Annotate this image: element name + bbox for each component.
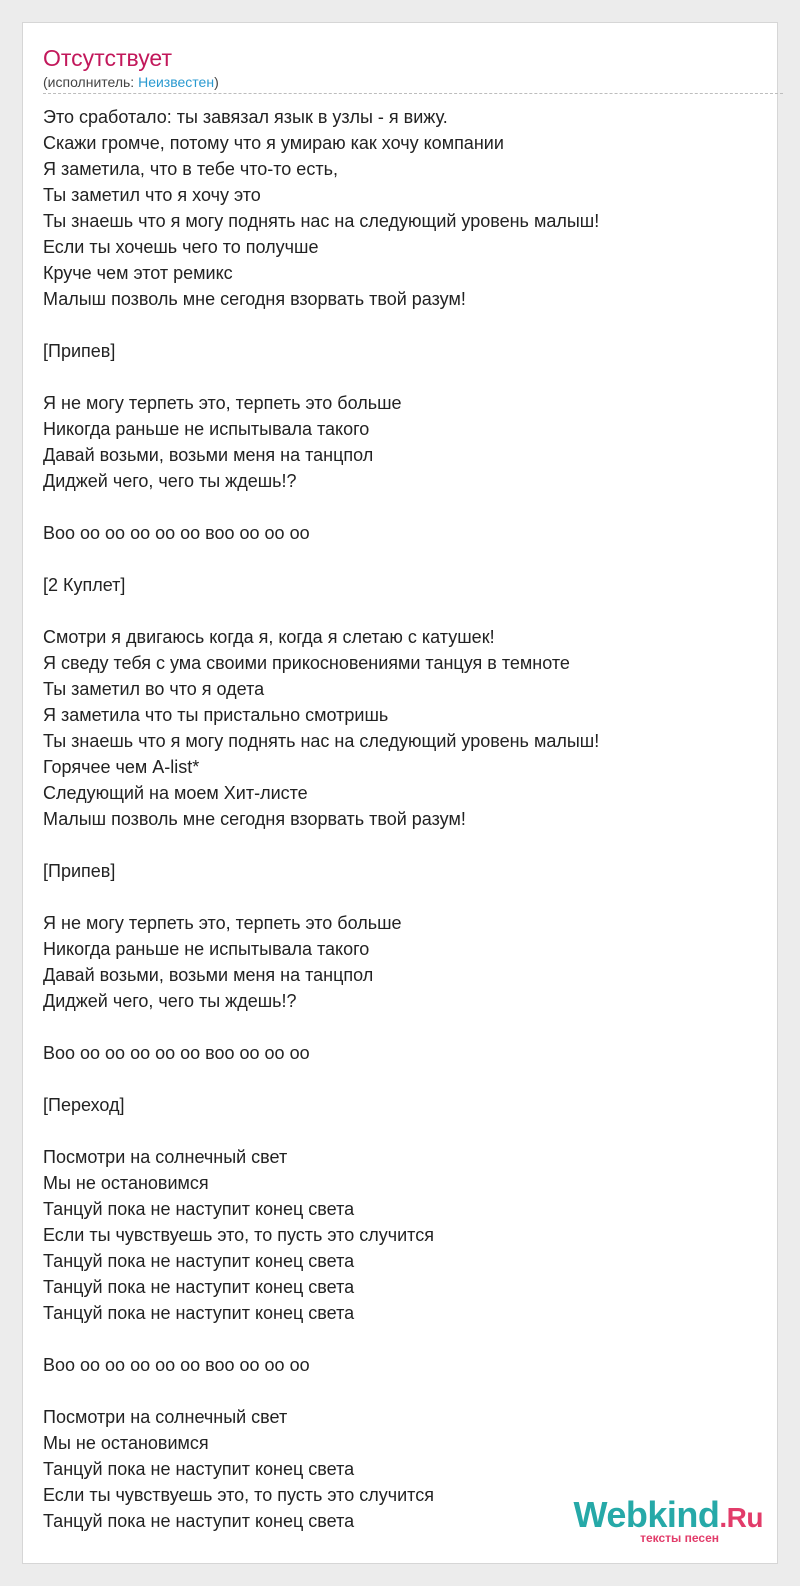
dashed-divider — [43, 93, 783, 94]
lyric-line — [43, 364, 743, 390]
lyric-line: [Переход] — [43, 1095, 125, 1115]
lyric-line — [43, 312, 743, 338]
artist-line — [43, 73, 219, 91]
lyric-line — [43, 494, 743, 520]
lyric-line: Если ты хочешь чего то получше — [43, 237, 319, 257]
lyric-line: Если ты чувствуешь это, то пусть это случится — [43, 1225, 434, 1245]
logo-name: Webkind — [573, 1494, 720, 1535]
artist-link[interactable]: Неизвестен — [138, 74, 215, 90]
lyric-line: Я не могу терпеть это, терпеть это больше — [43, 913, 402, 933]
lyric-line: Посмотри на солнечный свет — [43, 1407, 288, 1427]
lyric-line: Воо оо оо оо оо оо воо оо оо оо — [43, 1355, 310, 1375]
lyric-line: Танцуй пока не наступит конец света — [43, 1511, 355, 1531]
webkind-logo[interactable] — [573, 1495, 763, 1549]
lyric-line: Это сработало: ты завязал язык в узлы - я вижу. — [43, 107, 448, 127]
lyric-line: Давай возьми, возьми меня на танцпол — [43, 445, 374, 465]
song-title: Отсутствует — [43, 45, 172, 71]
lyrics-text — [43, 104, 743, 1534]
artist-suffix: ) — [214, 74, 219, 90]
lyric-line: Танцуй пока не наступит конец света — [43, 1199, 355, 1219]
lyric-line: Посмотри на солнечный свет — [43, 1147, 288, 1167]
lyric-line: Ты заметил что я хочу это — [43, 185, 261, 205]
lyric-line: Я заметила, что в тебе что-то есть, — [43, 159, 338, 179]
lyric-line: Я не могу терпеть это, терпеть это больше — [43, 393, 402, 413]
lyric-line — [43, 1378, 743, 1404]
lyric-line: Ты знаешь что я могу поднять нас на следующий уровень малыш! — [43, 211, 600, 231]
lyric-line: Я сведу тебя с ума своими прикосновениями танцуя в темноте — [43, 653, 570, 673]
lyric-line: Воо оо оо оо оо оо воо оо оо оо — [43, 1043, 310, 1063]
lyric-line: Мы не остановимся — [43, 1173, 209, 1193]
lyric-line: Ты заметил во что я одета — [43, 679, 265, 699]
lyric-line: Никогда раньше не испытывала такого — [43, 939, 370, 959]
lyric-line: Я заметила что ты пристально смотришь — [43, 705, 389, 725]
lyric-line — [43, 832, 743, 858]
lyric-line: Давай возьми, возьми меня на танцпол — [43, 965, 374, 985]
lyric-line: Воо оо оо оо оо оо воо оо оо оо — [43, 523, 310, 543]
lyric-line: [Припев] — [43, 861, 116, 881]
lyric-line: Малыш позволь мне сегодня взорвать твой разум! — [43, 809, 466, 829]
lyric-line — [43, 598, 743, 624]
lyric-line: Мы не остановимся — [43, 1433, 209, 1453]
lyric-line — [43, 1326, 743, 1352]
lyric-line: Круче чем этот ремикс — [43, 263, 233, 283]
logo-tld: .Ru — [719, 1502, 763, 1533]
lyric-line: Следующий на моем Хит-листе — [43, 783, 308, 803]
lyric-line: Диджей чего, чего ты ждешь!? — [43, 471, 297, 491]
lyric-line: Малыш позволь мне сегодня взорвать твой разум! — [43, 289, 466, 309]
lyric-line — [43, 1118, 743, 1144]
lyric-line: Если ты чувствуешь это, то пусть это случится — [43, 1485, 434, 1505]
lyric-line: Ты знаешь что я могу поднять нас на следующий уровень малыш! — [43, 731, 600, 751]
artist-prefix: (исполнитель: — [43, 74, 139, 90]
lyric-line: Танцуй пока не наступит конец света — [43, 1277, 355, 1297]
lyric-line: [2 Куплет] — [43, 575, 126, 595]
logo-tagline: тексты песен — [640, 1531, 719, 1545]
lyric-line: [Припев] — [43, 341, 116, 361]
lyrics-card — [22, 22, 778, 1564]
lyric-line: Скажи громче, потому что я умираю как хочу компании — [43, 133, 504, 153]
lyric-line — [43, 1066, 743, 1092]
lyric-line: Танцуй пока не наступит конец света — [43, 1459, 355, 1479]
lyric-line — [43, 546, 743, 572]
lyric-line: Диджей чего, чего ты ждешь!? — [43, 991, 297, 1011]
lyric-line: Танцуй пока не наступит конец света — [43, 1303, 355, 1323]
lyric-line — [43, 884, 743, 910]
lyric-line — [43, 1014, 743, 1040]
lyric-line: Никогда раньше не испытывала такого — [43, 419, 370, 439]
lyric-line: Смотри я двигаюсь когда я, когда я слетаю с катушек! — [43, 627, 495, 647]
lyric-line: Горячее чем A-list* — [43, 757, 200, 777]
lyric-line: Танцуй пока не наступит конец света — [43, 1251, 355, 1271]
